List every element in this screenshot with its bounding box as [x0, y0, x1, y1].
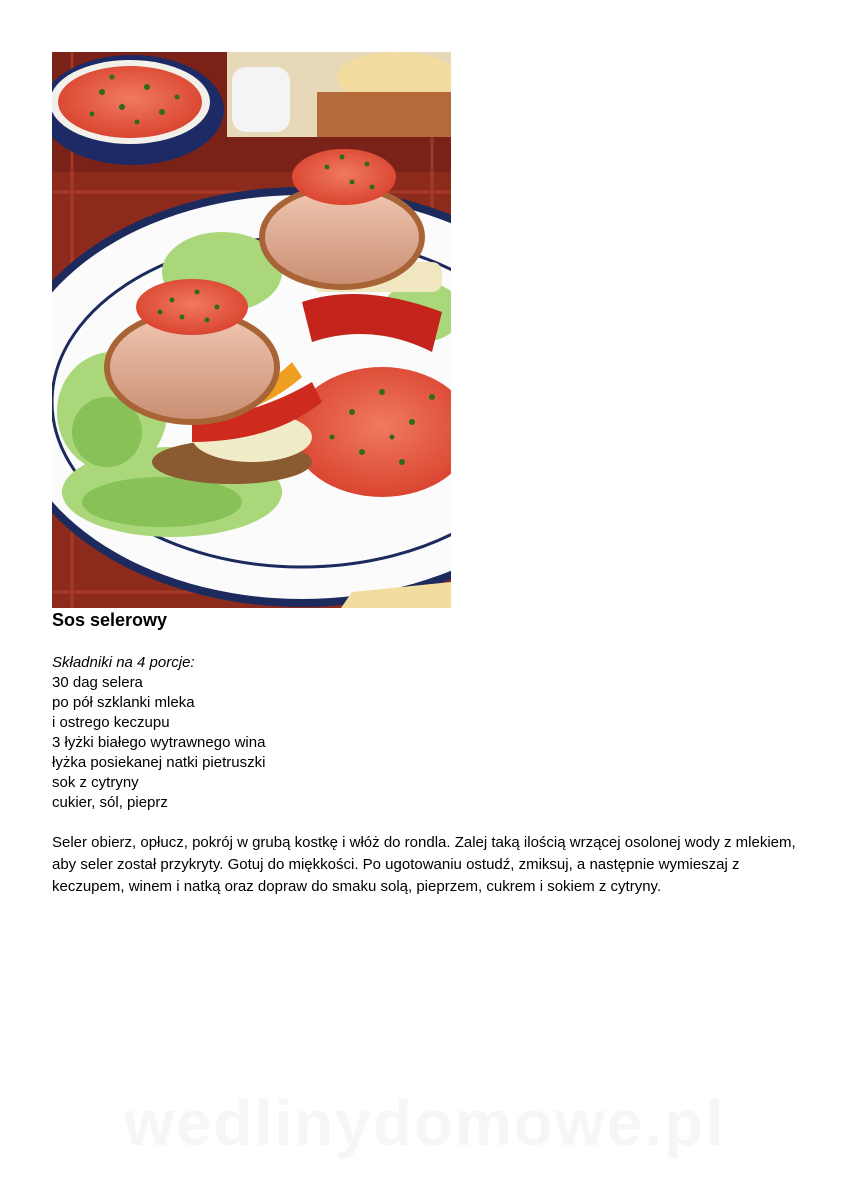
ingredient-item: i ostrego keczupu: [52, 714, 170, 731]
ingredients-section: [52, 653, 552, 813]
ingredient-item: po pół szklanki mleka: [52, 694, 195, 711]
watermark: wedlinydomowe.pl: [124, 1087, 725, 1159]
ingredients-heading: Składniki na 4 porcje:: [52, 654, 195, 671]
ingredient-item: cukier, sól, pieprz: [52, 794, 168, 811]
ingredient-item: łyżka posiekanej natki pietruszki: [52, 754, 266, 771]
ingredients-list: [52, 673, 552, 813]
recipe-photo: [52, 52, 451, 608]
recipe-title: Sos selerowy: [52, 610, 168, 630]
preparation-method: Seler obierz, opłucz, pokrój w grubą kostkę i włóż do rondla. Zalej taką ilością wrzącej osolonej wody z mlekiem, aby seler został przykryty. Gotuj do miękkości. Po ugotowaniu ostudź, zmiksuj, a następnie wymieszaj z keczupem, winem i natką oraz dopraw do smaku solą, pieprzem, cukrem i sokiem z cytryny.: [52, 834, 796, 895]
ingredient-item: 3 łyżki białego wytrawnego wina: [52, 734, 266, 751]
ingredient-item: 30 dag selera: [52, 674, 143, 691]
dish-illustration: [52, 52, 451, 608]
ingredient-item: sok z cytryny: [52, 774, 139, 791]
